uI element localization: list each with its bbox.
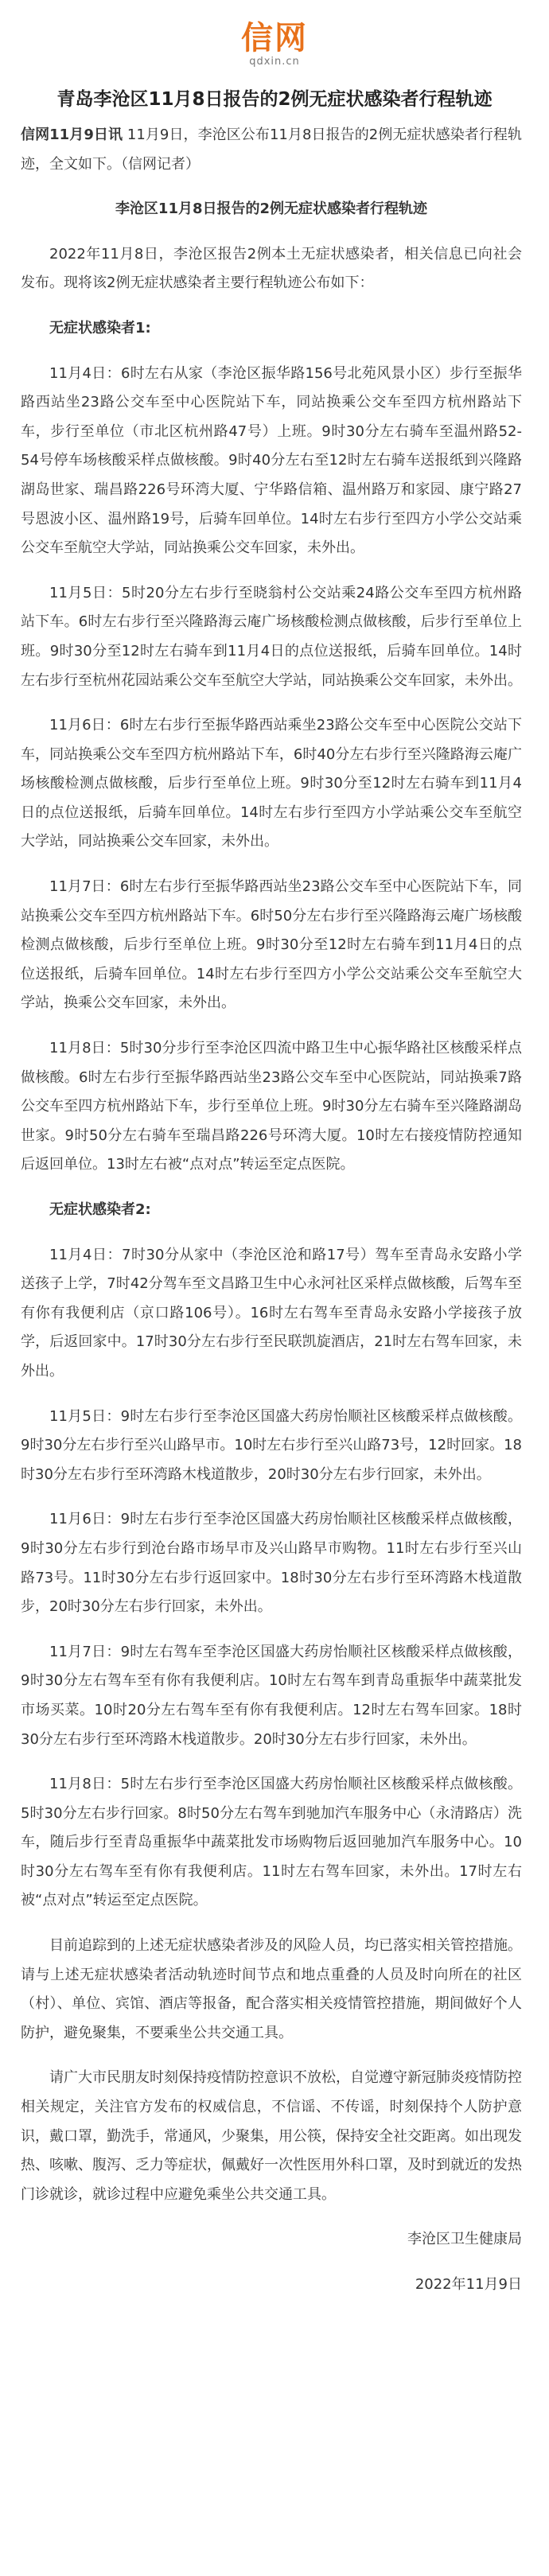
case2-day-paragraph: 11月6日：9时左右步行至李沧区国盛大药房怡顺社区核酸采样点做核酸，9时30分左右步行到沧台路市场早市及兴山路早市购物。11时左右步行至兴山路73号。11时30分左右步行返回家中。18时30分左右步行至环湾路木栈道散步，20时30分左右步行回家，未外出。 [21,1511,522,1616]
article-title: 青岛李沧区11月8日报告的2例无症状感染者行程轨迹 [56,89,493,110]
logo-text: 信网 [241,20,308,56]
signature: 李沧区卫生健康局 [407,2231,522,2248]
case1-day-paragraph: 11月5日：5时20分左右步行至晓翁村公交站乘24路公交车至四方杭州路站下车。6时左右步行至兴隆路海云庵广场核酸检测点做核酸，后步行至单位上班。9时30分至12时左右骑车到11月4日的点位送报纸，后骑车回单位。14时左右步行至杭州花园站乘公交车至航空大学站，同站换乘公交车回家，未外出。 [21,584,522,689]
intro-paragraph: 2022年11月8日，李沧区报告2例本土无症状感染者，相关信息已向社会发布。现将该2例无症状感染者主要行程轨迹公布如下： [21,245,522,292]
lead-text: 11月9日，李沧区公布11月8日报告的2例无症状感染者行程轨迹，全文如下。（信网记者） [21,126,522,173]
case1-day-paragraph: 11月7日：6时左右步行至振华路西站坐23路公交车至中心医院站下车，同站换乘公交车至四方杭州路站下车。6时50分左右步行至兴隆路海云庵广场核酸检测点做核酸，后步行至单位上班。9时30分至12时左右骑车到11月4日的点位送报纸，后骑车回单位。14时左右步行至四方小学公交站乘公交车至航空大学站，换乘公交车回家，未外出。 [21,878,522,1012]
closing-paragraph: 目前追踪到的上述无症状感染者涉及的风险人员，均已落实相关管控措施。请与上述无症状感染者活动轨迹时间节点和地点重叠的人员及时向所在的社区（村）、单位、宾馆、酒店等报备，配合落实相关疫情管控措施，期间做好个人防护，避免聚集，不要乘坐公共交通工具。 [21,1937,522,2041]
article-subtitle: 李沧区11月8日报告的2例无症状感染者行程轨迹 [115,200,428,218]
case2-day-paragraph: 11月7日：9时左右驾车至李沧区国盛大药房怡顺社区核酸采样点做核酸，9时30分左右驾车至有你有我便利店。10时左右驾车到青岛重振华中蔬菜批发市场买菜。10时20分左右驾车至有你有我便利店。12时左右驾车回家。18时30分左右步行至环湾路木栈道散步。20时30分左右步行回家，未外出。 [21,1643,522,1748]
logo-domain: qdxin.cn [249,56,300,68]
lead-paragraph [21,121,522,179]
closing-paragraph: 请广大市民朋友时刻保持疫情防控意识不放松，自觉遵守新冠肺炎疫情防控相关规定，关注官方发布的权威信息，不信谣、不传谣，时刻保持个人防护意识，戴口罩，勤洗手，常通风，少聚集，用公筷，保持安全社交距离。如出现发热、咳嗽、腹泻、乏力等症状，佩戴好一次性医用外科口罩，及时到就近的发热门诊就诊，就诊过程中应避免乘坐公共交通工具。 [21,2069,522,2203]
case2-day-paragraph: 11月5日：9时左右步行至李沧区国盛大药房怡顺社区核酸采样点做核酸。9时30分左右步行至兴山路早市。10时左右步行至兴山路73号，12时回家。18时30分左右步行至环湾路木栈道散步，20时30分左右步行回家，未外出。 [21,1407,522,1483]
case1-heading: 无症状感染者1: [49,319,151,337]
site-logo [0,0,549,80]
case1-day-paragraph: 11月4日：6时左右从家（李沧区振华路156号北苑风景小区）步行至振华路西站坐23路公交车至中心医院站下车，同站换乘公交车至四方杭州路站下车，步行至单位（市北区杭州路47号）上班。9时30分左右骑车至温州路52-54号停车场核酸采样点做核酸。9时40分左右至12时左右骑车送报纸到兴隆路湖岛世家、瑞昌路226号环湾大厦、宁华路信箱、温州路万和家园、康宁路27号恩波小区、温州路19号，后骑车回单位。14时左右步行至四方小学公交站乘公交车至航空大学站，同站换乘公交车回家，未外出。 [21,364,522,557]
case1-day-paragraph: 11月8日：5时30分步行至李沧区四流中路卫生中心振华路社区核酸采样点做核酸。6时左右步行至振华路西站坐23路公交车至中心医院站，同站换乘7路公交车至四方杭州路站下车，步行至单位上班。9时30分左右骑车至兴隆路湖岛世家。9时50分左右骑车至瑞昌路226号环湾大厦。10时左右接疫情防控通知后返回单位。13时左右被“点对点”转运至定点医院。 [21,1040,522,1173]
publish-date: 2022年11月9日 [415,2276,522,2293]
case2-day-paragraph: 11月8日：5时左右步行至李沧区国盛大药房怡顺社区核酸采样点做核酸。5时30分左右步行回家。8时50分左右驾车到驰加汽车服务中心（永清路店）洗车，随后步行至青岛重振华中蔬菜批发市场购物后返回驰加汽车服务中心。10时30分左右驾车至有你有我便利店。11时左右驾车回家，未外出。17时左右被“点对点”转运至定点医院。 [21,1776,522,1909]
article-body [0,121,549,2300]
case2-day-paragraph: 11月4日：7时30分从家中（李沧区沧和路17号）驾车至青岛永安路小学送孩子上学，7时42分驾车至文昌路卫生中心永河社区采样点做核酸，后驾车至有你有我便利店（京口路106号）。16时左右驾车至青岛永安路小学接孩子放学，后返回家中。17时30分左右步行至民联凯旋酒店，21时左右驾车回家，未外出。 [21,1246,522,1379]
lead-source: 信网11月9日讯 [21,126,123,143]
case2-heading: 无症状感染者2: [49,1201,151,1218]
case1-day-paragraph: 11月6日：6时左右步行至振华路西站乘坐23路公交车至中心医院公交站下车，同站换乘公交车至四方杭州路站下车，6时40分左右步行至兴隆路海云庵广场核酸检测点做核酸，后步行至单位上班。9时30分至12时左右骑车到11月4日的点位送报纸，后骑车回单位。14时左右步行至四方小学站乘公交车至航空大学站，同站换乘公交车回家，未外出。 [21,717,522,850]
